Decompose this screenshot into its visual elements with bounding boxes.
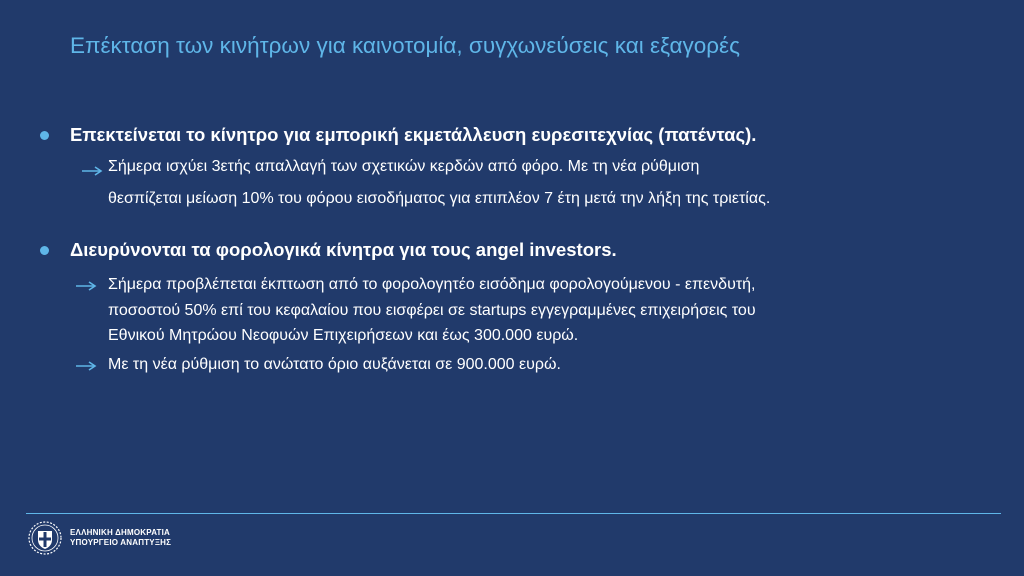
footer-divider	[26, 513, 1001, 514]
footer-line-1: ΕΛΛΗΝΙΚΗ ΔΗΜΟΚΡΑΤΙΑ	[70, 528, 170, 537]
subpoint-line: Με τη νέα ρύθμιση το ανώτατο όριο αυξάνεται σε 900.000 ευρώ.	[108, 356, 561, 373]
bullet-dot-icon	[40, 246, 49, 255]
footer-ministry	[70, 528, 171, 548]
subpoint-line: Σήμερα προβλέπεται έκπτωση από το φορολογητέο εισόδημα φορολογούμενου - επενδυτή,	[108, 276, 756, 293]
subpoint-line: Εθνικού Μητρώου Νεοφυών Επιχειρήσεων και έως 300.000 ευρώ.	[108, 327, 579, 344]
bullet-heading: Επεκτείνεται το κίνητρο για εμπορική εκμετάλλευση ευρεσιτεχνίας (πατέντας).	[70, 124, 757, 145]
arrow-right-icon	[76, 361, 98, 371]
subpoint-line: Σήμερα ισχύει 3ετής απαλλαγή των σχετικών κερδών από φόρο. Με τη νέα ρύθμιση	[108, 158, 700, 175]
subpoint-text	[108, 352, 561, 378]
bullet-heading: Διευρύνονται τα φορολογικά κίνητρα για τους angel investors.	[70, 239, 617, 260]
greek-emblem-icon	[28, 520, 62, 556]
bullet-dot-icon	[40, 131, 49, 140]
slide-title: Επέκταση των κινήτρων για καινοτομία, συγχωνεύσεις και εξαγορές	[70, 33, 740, 58]
footer-line-2: ΥΠΟΥΡΓΕΙΟ ΑΝΑΠΤΥΞΗΣ	[70, 538, 172, 547]
subpoint-text	[108, 272, 756, 349]
arrow-right-icon	[82, 166, 104, 176]
arrow-right-icon	[76, 281, 98, 291]
subpoint-line: ποσοστού 50% επί του κεφαλαίου που εισφέρει σε startups εγγεγραμμένες επιχειρήσεις του	[108, 301, 756, 319]
subpoint-line: θεσπίζεται μείωση 10% του φόρου εισοδήματος για επιπλέον 7 έτη μετά την λήξη της τριετίας.	[108, 190, 771, 207]
subpoint-text	[108, 154, 770, 212]
